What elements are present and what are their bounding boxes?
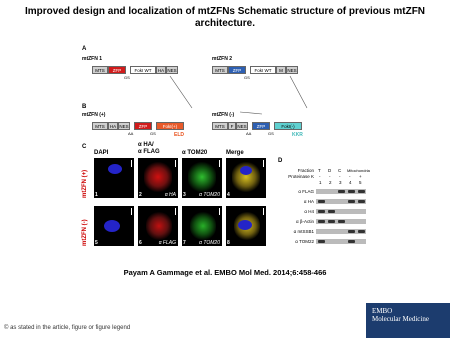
domain-mts: MTS [92,66,108,74]
micrograph-7 [182,206,222,246]
pk-5: + [359,174,362,179]
fraction-mito: Mitochondria [347,168,370,173]
proteinase-label: Proteinase K [288,174,314,179]
domain-zfp: ZFP [228,66,246,74]
antibody-label: α TOM20 [199,192,220,198]
panel-b-letter: B [82,104,87,110]
logo-line-2: Molecular Medicine [372,315,429,323]
blot-strip-mtssb1 [316,229,366,234]
domain-nes: NES [119,124,129,129]
copyright-footnote: © as stated in the article, figure or figure legend [4,325,131,331]
pk-4: - [349,174,351,179]
mtzfn1-label: mtZFN 1 [82,56,102,62]
linker-gs: GS [150,131,156,136]
mtzfn2-label: mtZFN 2 [212,56,232,62]
antibody-label: α HA [164,192,176,198]
lane-3: 3 [339,180,342,185]
blot-label-h4: α H4 [304,209,314,214]
linker-aa: AA [246,131,252,136]
blot-label-mtssb1: α mtSSB1 [293,229,314,234]
figure-title: Improved design and localization of mtZFNs Schematic structure of previous mtZFN architecture. [24,6,426,29]
col-merge: Merge [226,150,244,156]
journal-logo [366,303,450,338]
fraction-c: C [338,168,342,173]
figure-panels [82,46,372,254]
micrograph-number: 2 [139,192,142,198]
mtzfn-plus-label: mtZFN (+) [82,112,106,118]
linker-aa: AA [128,131,134,136]
arrow-left [170,76,192,108]
micrograph-8 [226,206,266,246]
fraction-t: T [318,168,321,173]
micrograph-3 [182,158,222,198]
linker-gs: GS [268,131,274,136]
domain-foki: FokI WT [250,66,276,74]
domain-ha: HA [109,124,117,129]
linker-gs: GS [244,75,250,80]
micrograph-number: 1 [95,192,98,198]
micrograph-number: 8 [227,240,230,246]
panel-d-letter: D [278,158,283,164]
fraction-d: D [328,168,332,173]
panel-a-letter: A [82,46,87,52]
micrograph-2 [138,158,178,198]
domain-m: M [276,66,286,74]
pk-1: - [319,174,321,179]
micrograph-number: 6 [139,240,142,246]
micrograph-number: 5 [95,240,98,246]
micrograph-6 [138,206,178,246]
domain-nes: NES [167,68,177,73]
domain-foki-plus: FokI(+) [156,122,184,130]
domain-foki: FokI WT [130,66,156,74]
blot-label-tom22: α TOM22 [295,239,314,244]
domain-mts: MTS [212,66,228,74]
mtzfn-minus-label: mtZFN (-) [212,112,235,118]
variant-kkr: KKR [292,132,303,138]
domain-mts: MTS [212,122,228,130]
micrograph-1 [94,158,134,198]
lane-2: 2 [329,180,332,185]
domain-mts: MTS [92,122,108,130]
arrow-middle [240,112,262,114]
blot-strip-actin [316,219,366,224]
panel-c-letter: C [82,144,87,150]
row-mtzfn-minus: mtZFN (-) [82,219,88,246]
logo-line-1: EMBO [372,307,393,315]
variant-eld: ELD [174,132,184,138]
col-dapi: DAPI [94,150,109,156]
domain-flag: F [228,122,236,130]
citation: Payam A Gammage et al. EMBO Mol Med. 2014;6:458-466 [123,268,327,277]
domain-zfp: ZFP [108,66,126,74]
blot-strip-flag [316,189,366,194]
linker-gs: GS [124,75,130,80]
pk-2: - [329,174,331,179]
row-mtzfn-plus: mtZFN (+) [82,169,88,198]
blot-label-flag: α FLAG [298,189,314,194]
antibody-label: α FLAG [158,240,176,246]
western-blot [288,168,372,254]
lane-5: 5 [359,180,362,185]
micrograph-5 [94,206,134,246]
micrograph-number: 3 [183,192,186,198]
pk-3: - [339,174,341,179]
blot-strip-ha [316,199,366,204]
domain-foki-minus: FokI(-) [274,122,302,130]
domain-nes: NES [287,68,297,73]
lane-1: 1 [319,180,322,185]
micrograph-number: 4 [227,192,230,198]
domain-zfp: ZFP [134,122,152,130]
micrograph-4 [226,158,266,198]
blot-strip-tom22 [316,239,366,244]
blot-strip-h4 [316,209,366,214]
col-tom20: α TOM20 [182,150,208,156]
lane-4: 4 [349,180,352,185]
domain-zfp: ZFP [252,122,270,130]
blot-label-ha: α HA [303,199,314,204]
micrograph-number: 7 [183,240,186,246]
col-ha-flag: α HA/ α FLAG [138,142,160,155]
domain-ha: HA [157,68,165,73]
fraction-label: Fraction [297,168,314,173]
arrow-right [290,76,307,108]
domain-nes: NES [237,124,247,129]
antibody-label: α TOM20 [199,240,220,246]
blot-label-actin: α β-Actin [296,219,314,224]
